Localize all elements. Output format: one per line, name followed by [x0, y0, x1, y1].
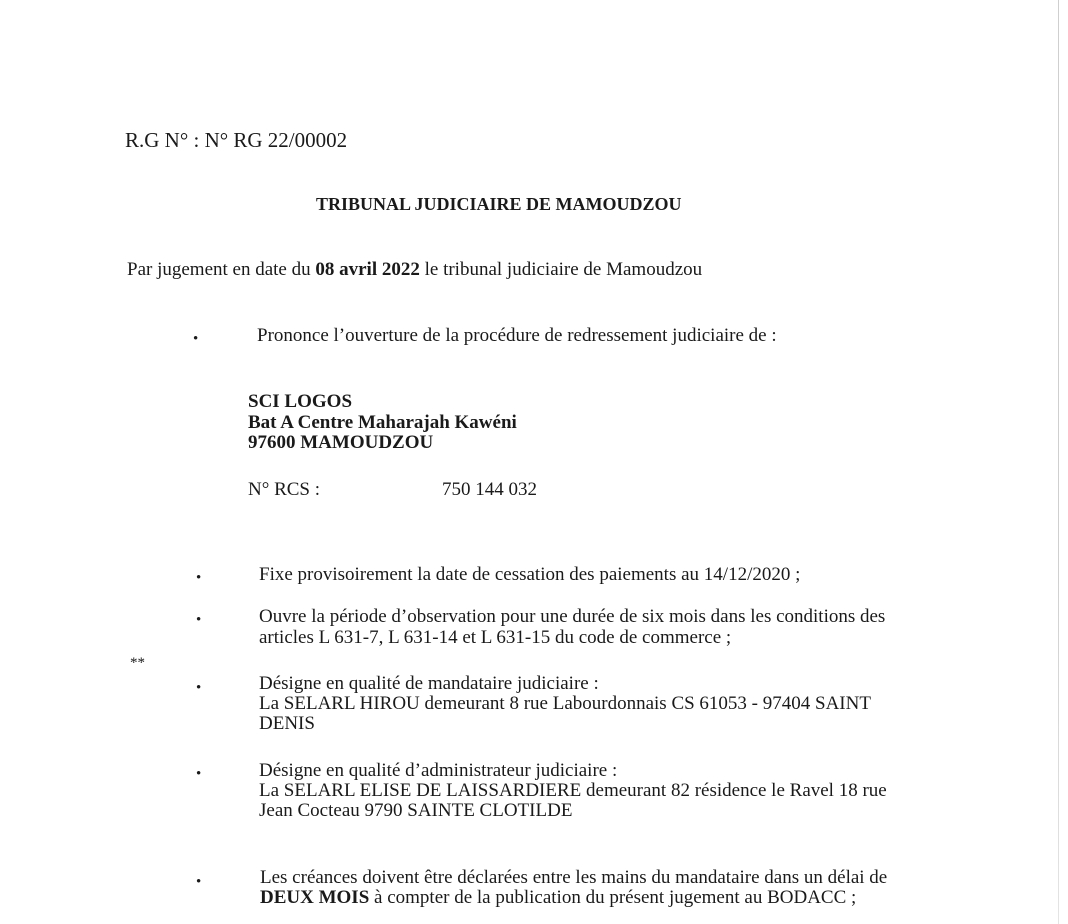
bullet-observation-line1: Ouvre la période d’observation pour une durée de six mois dans les conditions des: [259, 606, 886, 627]
deadline-emphasis: DEUX MOIS: [260, 887, 370, 908]
bullet-mandataire-line1: Désigne en qualité de mandataire judiciaire :: [259, 673, 599, 694]
bullet-administrateur-line1: Désigne en qualité d’administrateur judiciaire :: [259, 760, 618, 781]
bullet-administrateur-line3: Jean Cocteau 9790 SAINTE CLOTILDE: [259, 800, 573, 821]
rcs-value: 750 144 032: [442, 479, 537, 500]
rg-number: R.G N° : N° RG 22/00002: [125, 128, 348, 152]
item-open-procedure: Prononce l’ouverture de la procédure de redressement judiciaire de :: [257, 325, 777, 346]
bullet-creances-line1: Les créances doivent être déclarées entre les mains du mandataire dans un délai de: [260, 867, 888, 888]
company-address-line1: Bat A Centre Maharajah Kawéni: [248, 412, 517, 433]
rcs-label: N° RCS :: [248, 479, 321, 500]
page-edge-line: [1058, 0, 1059, 924]
bullet-mandataire-line3: DENIS: [259, 713, 315, 734]
margin-asterisks: **: [130, 655, 145, 671]
bullet-observation-line2: articles L 631-7, L 631-14 et L 631-15 du code de commerce ;: [259, 627, 732, 648]
bullet-icon: •: [196, 570, 202, 586]
intro-text-before: Par jugement en date du: [127, 259, 316, 280]
bullet-creances-line2: [260, 888, 856, 908]
bullet-icon: •: [193, 331, 199, 347]
bullet-mandataire-line2: La SELARL HIROU demeurant 8 rue Labourdonnais CS 61053 - 97404 SAINT: [259, 693, 871, 714]
bullet-icon: •: [196, 766, 202, 782]
court-title: TRIBUNAL JUDICIAIRE DE MAMOUDZOU: [316, 194, 682, 214]
intro-text-after: le tribunal judiciaire de Mamoudzou: [419, 259, 703, 280]
bullet-icon: •: [196, 680, 202, 696]
company-address-line2: 97600 MAMOUDZOU: [248, 432, 434, 453]
bullet-administrateur-line2: La SELARL ELISE DE LAISSARDIERE demeurant 82 résidence le Ravel 18 rue: [259, 780, 887, 801]
deadline-rest: à compter de la publication du présent jugement au BODACC ;: [369, 887, 857, 908]
bullet-icon: •: [196, 874, 202, 890]
bullet-icon: •: [196, 612, 202, 628]
judgment-intro: [127, 260, 702, 280]
judgment-date: 08 avril 2022: [315, 259, 420, 280]
bullet-cessation-date: Fixe provisoirement la date de cessation des paiements au 14/12/2020 ;: [259, 564, 801, 585]
company-name: SCI LOGOS: [248, 391, 353, 412]
